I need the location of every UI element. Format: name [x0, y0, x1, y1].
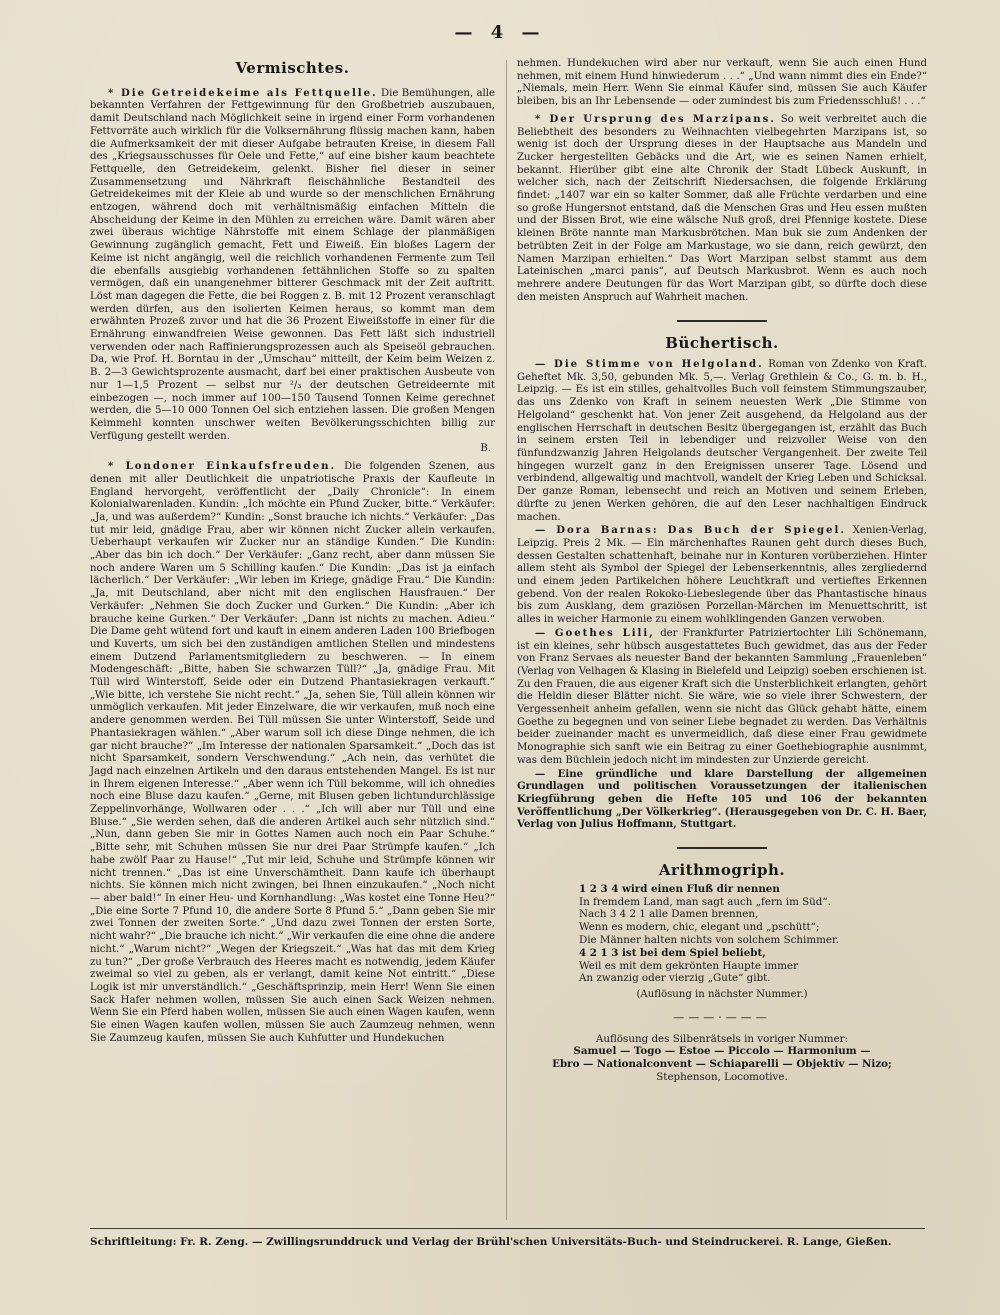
review-lead: — Die Stimme von Helgoland. — [535, 358, 764, 371]
poem-line: 4 2 1 3 ist bei dem Spiel beliebt, — [579, 946, 766, 959]
book-review-lili — [517, 627, 927, 768]
article-lead: * Die Getreidekeime als Fettquelle. — [108, 86, 378, 99]
poem-line: Weil es mit dem gekrönten Haupte immer — [579, 959, 799, 972]
review-lead: — Goethes Lili, — [535, 626, 655, 639]
ornament-divider: ———·——— — [673, 1010, 771, 1024]
review-text: Xenien-Verlag, Leipzig. Preis 2 Mk. — Ein märchenhaftes Raunen geht durch dieses Buch, dessen Gestalten schattenhaft, beinahe nur in Konturen vorüberziehen. Hinter allem steht als Symbol der Spiegel der Lebenserkenntnis, alles zergliedernd und einem jeden Partikelchen höhere Leuchtkraft und vertieftes Erkennen gebend. Von der realen Rokoko-Liebeslegende über das Phantastische hinaus bis zum Ausklang, dem graziösen Porzellan-Märchen im Menuettschritt, ist alles in weicher Harmonie zu einem wohlklingenden Ganzen verwoben. — [517, 525, 927, 626]
article-continuation: nehmen. Hundekuchen wird aber nur verkauft, wenn Sie auch einen Hund nehmen, mit einem Hund hinwiederum . . .“ „Und wann nimmt dies ein Ende?“ „Niemals, mein Herr. Wenn Sie einmal Käufer sind, müssen Sie auch Käufer bleiben, bis an Ihr Lebensende — oder zumindest bis zum Friedensschluß! . . .“ — [517, 58, 927, 108]
column-rule — [506, 60, 507, 1220]
solution-heading: Auflösung des Silbenrätsels in voriger Nummer: — [595, 1032, 849, 1045]
footer-rule — [90, 1228, 925, 1229]
poem-line: Wenn es modern, chic, elegant und „pschütt“; — [579, 921, 820, 934]
left-column — [90, 58, 495, 1045]
poem-line: In fremdem Land, man sagt auch „fern im Süd“. — [579, 895, 831, 908]
solution-line: Samuel — Togo — Estoe — Piccolo — Harmonium — — [573, 1045, 871, 1058]
solution-line: Stephenson, Locomotive. — [656, 1070, 788, 1083]
section-divider — [677, 320, 767, 325]
page-number: — 4 — — [454, 22, 546, 43]
puzzle-poem — [579, 883, 927, 985]
article-londoner — [90, 460, 495, 1045]
section-title-arithmogriph: Arithmogriph. — [658, 861, 786, 880]
review-text: Roman von Zdenko von Kraft. Geheftet Mk. 3,50, gebunden Mk. 5,—. Verlag Grethlein & Co., G. m. b. H., Leipzig. — Es ist ein stilles, gehaltvolles Buch voll feinstem Stimmungszauber, das uns Zdenko von Kraft in seinem neuesten Werk „Die Stimme von Helgoland“ geschenkt hat. Von jener Zeit ausgehend, da Helgoland aus der englischen Herrschaft in deutschen Besitz übergegangen ist, erzählt das Buch in seinem ersten Teil in lebendiger und reizvoller Weise von den fünfundzwanzig Jahren Helgolands deutscher Vergangenheit. Der zweite Teil hingegen wurzelt ganz in den Ereignissen unserer Tage. Lösend und verbindend, allgewaltig und machtvoll, wandelt der Krieg Leben und Schicksal. Der ganze Roman, lebensecht und reich an Motiven und seinem Erleben, dürfte zu jenen Werken gehören, die auf den Leser nachhaltigen Eindruck machen. — [517, 359, 928, 523]
article-getreidekeime — [90, 87, 495, 444]
article-text: Die Bemühungen, alle bekannten Verfahren der Fettgewinnung für den Großbetrieb auszubauen, damit Deutschland nach Möglichkeit seine in irgend einer Form vorhandenen Fettvorräte auch wirklich für die Volksernährung flüssig machen kann, haben die Aufmerksamkeit der mit dieser Aufgabe betrauten Kreise, in diesem Fall des „Kriegsausschusses für Oele und Fette,“ auf eine bisher kaum beachtete Fettquelle, den Getreidekeim, gelenkt. Bisher fiel dieser in seiner Zusammensetzung und Nährkraft fleischähnliche Bestandteil des Getreidekeimes mit der Kleie ab und wurde so der menschlichen Ernährung entzogen, während doch mit verhältnismäßig einfachen Mitteln die Abscheidung der Keime in den Mühlen zu erreichen wäre. Damit wären aber zwei überaus wichtige Nährstoffe mit einem Schlage der planmäßigen Gewinnung zugänglich gemacht, Fett und Eiweiß. Ein bloßes Lagern der Keime ist nicht angängig, weil die reichlich vorhandenen Fermente zum Teil die ebenfalls ausgiebig vorhandenen fettähnlichen Stoffe so zu spalten vermögen, daß ein unangenehmer bitterer Geschmack mit der Zeit auftritt. Löst man dagegen die Fette, die bei Roggen z. B. mit 12 Prozent veranschlagt werden dürfen, aus den isolierten Keimen heraus, so kommt man dem erwähnten Prozeß zuvor und hat die 36 Prozent Eiweißstoffe in einer für die Ernährung einwandfreien Weise gewonnen. Das Fett läßt sich industriell verwenden oder nach Raffinierungsprozessen auch als Speiseöl gebrauchen. Da, wie Prof. H. Borntau in der „Umschau“ mitteilt, der Keim beim Weizen z. B. 2—3 Gewichtsprozente ausmacht, darf bei einer praktischen Ausbeute von nur 1—1,5 Prozent — selbst nur ²/₃ der deutschen Getreideernte mit einbezogen —, noch immer auf 100—150 Tausend Tonnen Keime gerechnet werden, die 5—10 000 Tonnen Oel sich entziehen lassen. Die großen Mengen Keimmehl konnten unschwer weiten Bevölkerungsschichten billig zur Verfügung gestellt werden. — [90, 87, 496, 442]
section-title-vermischtes: Vermischtes. — [235, 59, 350, 77]
solution-line: Ebro — Nationalconvent — Schiaparelli — Objektiv — Nizo; — [552, 1058, 892, 1071]
right-column — [517, 58, 927, 1084]
poem-line: An zwanzig oder vierzig „Gute“ gibt. — [579, 972, 771, 985]
section-title-buechertisch: Büchertisch. — [665, 334, 779, 353]
article-lead: * Londoner Einkaufsfreuden. — [108, 460, 337, 473]
puzzle-solution — [517, 1033, 927, 1084]
review-lead: — Dora Barnas: Das Buch der Spiegel. — [535, 524, 846, 537]
section-divider — [677, 847, 767, 852]
book-review-spiegel — [517, 524, 927, 627]
poem-line: Die Männer halten nichts von solchem Schimmer. — [579, 933, 840, 946]
poem-line: Nach 3 4 2 1 alle Damen brennen, — [579, 908, 759, 921]
poem-line: 1 2 3 4 wird einen Fluß dir nennen — [579, 882, 780, 895]
article-lead: * Der Ursprung des Marzipans. — [535, 112, 776, 125]
article-signature: B. — [480, 443, 491, 455]
book-review-helgoland — [517, 358, 927, 524]
article-marzipan — [517, 113, 927, 305]
review-text: der Frankfurter Patriziertochter Lili Schönemann, ist ein kleines, sehr hübsch ausgestattetes Buch gewidmet, das aus der Feder von Franz Servaes als neuester Band der bekannten Sammlung „Frauenleben“ (Verlag von Velhagen & Klasing in Bielefeld und Leipzig) soeben erschienen ist. Zu den Frauen, die aus eigener Kraft sich die Unsterblichkeit erlangten, gehört die Heldin dieser Blätter nicht. Sie wäre, wie so viele ihrer Schwestern, der Vergessenheit anheim gefallen, wenn sie nicht das Glück gehabt hätte, einem Goethe zu begegnen und von seiner Liebe begnadet zu werden. Das Verhältnis beider zueinander macht es unvermeidlich, daß diese einer Frau gewidmete Monographie sich sanft wie ein Beitrag zu einer Goethebiographie ausnimmt, was dem Büchlein jedoch nicht im mindesten zur Unzierde gereicht. — [517, 627, 928, 766]
book-review-voelkerkrieg: — Eine gründliche und klare Darstellung der allgemeinen Grundlagen und politischen Voraussetzungen der italienischen Kriegführung geben die Hefte 105 und 106 der bekannten Veröffentlichung „Der Völkerkrieg“. (Herausgegeben von Dr. C. H. Baer, Verlag von Julius Hoffmann, Stuttgart. — [517, 767, 927, 831]
poem-note: (Auflösung in nächster Nummer.) — [636, 989, 808, 1001]
article-text: So weit verbreitet auch die Beliebtheit des besonders zu Weihnachten vielbegehrten Marzipans ist, so wenig ist doch der Ursprung dieses in der Hauptsache aus Mandeln und Zucker hergestellten Gebäcks und die Art, wie es seinen Namen erhielt, bekannt. Hierüber gibt eine alte Chronik der Stadt Lübeck Auskunft, in welcher sich, nach der Zeitschrift Niedersachsen, die folgende Erklärung findet: „1407 war ein so kalter Sommer, daß alle Früchte verdarben und eine so große Hungersnot entstand, daß die Menschen Gras und Heu essen mußten und der Bissen Brot, wie eine wälsche Nuß groß, drei Pfennige kostete. Diese kleinen Bröte nannte man Markusbrötchen. Man buk sie zum Andenken der betrübten Zeit in der Folge am Markustage, wo sie dann, reich gewürzt, den Namen Marzipan erhielten.“ Das Wort Marzipan selbst stammt aus dem Lateinischen „marci panis“, auf Deutsch Markusbrot. Wenn es auch noch mehrere andere Deutungen für das Wort Marzipan gibt, so dürfte doch diese den meisten Anspruch auf Wahrheit machen. — [517, 113, 927, 303]
article-text: Die folgenden Szenen, aus denen mit aller Deutlichkeit die unpatriotische Praxis der Kaufleute in England hervorgeht, veröffentlicht der „Daily Chronicle“: In einem Kolonialwarenladen. Kundin: „Ich möchte ein Pfund Zucker, bitte.“ Verkäufer: „Ja, und was außerdem?“ Kundin: „Sonst brauche ich nichts.“ Verkäufer: „Das tut mir leid, gnädige Frau, aber wir können nicht Zucker allein verkaufen. Ueberhaupt verkaufen wir Zucker nur an ständige Kunden.“ Die Kundin: „Aber das bin ich doch.“ Der Verkäufer: „Ganz recht, aber dann müssen Sie noch andere Waren um 5 Schilling kaufen.“ Die Kundin: „Das ist ja einfach lächerlich.“ Der Verkäufer: „Wir leben im Kriege, gnädige Frau.“ Die Kundin: „Ja, mit Deutschland, aber nicht mit den englischen Hausfrauen.“ Der Verkäufer: „Nehmen Sie doch Zucker und Gurken.“ Die Kundin: „Aber ich brauche keine Gurken.“ Der Verkäufer: „Dann ist nichts zu machen. Adieu.“ Die Dame geht wütend fort und kauft in einem anderen Laden 100 Briefbogen und Kuverts, um sich bei den zuständigen amtlichen Stellen und mindestens einem Dutzend Parlamentsmitgliedern zu beschweren. — In einem Modengeschäft: „Bitte, haben Sie schwarzen Tüll?“ „Ja, gnädige Frau. Mit Tüll wird Winterstoff, Seide oder ein Dutzend Phantasiekragen verkauft.“ „Wie bitte, ich verstehe Sie nicht recht.“ „Ja, sehen Sie, Tüll allein können wir unmöglich verkaufen. Mit jeder Einzelware, die wir verkaufen, muß noch eine andere genommen werden. Bei Tüll müssen Sie unter Winterstoff, Seide und Phantasiekragen wählen.“ „Aber warum soll ich diese Dinge nehmen, die ich gar nicht brauche?“ „Im Interesse der nationalen Sparsamkeit.“ „Doch das ist nicht Sparsamkeit, sondern Verschwendung.“ „Ach nein, das verhütet die Jagd nach einzelnen Artikeln und den daraus entstehenden Mangel. Es ist nur in Ihrem eigenen Interesse.“ „Aber wenn ich Tüll bekomme, will ich ohnedies noch eine Bluse dazu kaufen.“ „Gerne, mit Blusen geben lichtundurchlässige Zeppelinvorhänge, Wollwaren oder . . .“ „Ich will aber nur Tüll und eine Bluse.“ „Sie werden sehen, daß die anderen Artikel auch sehr nützlich sind.“ „Nun, dann geben Sie mir in Gottes Namen auch noch ein Paar Schuhe.“ „Bitte sehr, mit Schuhen müssen Sie nur drei Paar Strümpfe kaufen.“ „Ich habe zwölf Paar zu Hause!“ „Tut mir leid, Schuhe und Strümpfe können wir nicht trennen.“ „Das ist eine Unverschämtheit. Dann kaufe ich überhaupt nichts. Sie können mich nicht zwingen, bei Ihnen einzukaufen.“ „Noch nicht — aber bald!“ In einer Heu- und Kornhandlung: „Was kostet eine Tonne Heu?“ „Die eine Sorte 7 Pfund 10, die andere Sorte 8 Pfund 5.“ „Dann geben Sie mir zwei Tonnen der zweiten Sorte.“ „Und dazu zwei Tonnen der ersten Sorte, nicht wahr?“ „Die brauche ich nicht.“ „Wir verkaufen die eine ohne die andere nicht.“ „Warum nicht?“ „Wegen der Kriegszeit.“ „Was hat das mit dem Krieg zu tun?“ „Der große Verbrauch des Heeres macht es notwendig, jedem Käufer zweimal so viel zu geben, als er verlangt, damit keine Not eintritt.“ „Diese Logik ist mir unverständlich.“ „Geschäftsprinzip, mein Herr! Wenn Sie einen Sack Hafer nehmen wollen, müssen Sie auch einen Sack Weizen nehmen. Wenn Sie ein Pferd haben wollen, müssen Sie auch einen Wagen kaufen, wenn Sie einen Wagen kaufen wollen, müssen Sie auch Zaumzeug nehmen, wenn Sie Zaumzeug kaufen, müssen Sie auch Kuhfutter und Hundekuchen — [90, 461, 495, 1044]
imprint-footer: Schriftleitung: Fr. R. Zeng. — Zwillingsrunddruck und Verlag der Brühl'schen Universitäts-Buch- und Steindruckerei. R. Lange, Gießen. — [90, 1236, 892, 1248]
